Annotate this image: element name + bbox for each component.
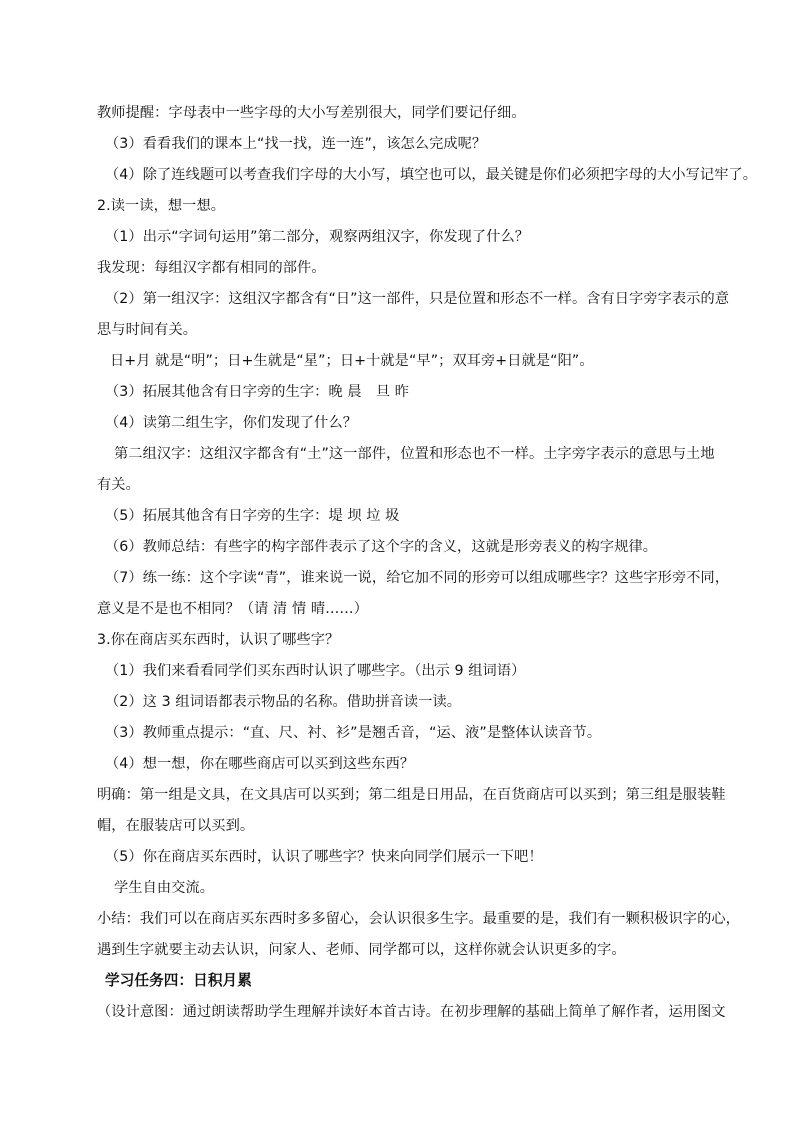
- paragraph-item-6-summary: （6）教师总结：有些字的构字部件表示了这个字的含义，这就是形旁表义的构字规律。: [105, 539, 658, 555]
- paragraph-group-two: 第二组汉字：这组汉字都含有“土”这一部件，位置和形态也不一样。土字旁字表示的意思与土地: [114, 446, 715, 462]
- paragraph-summary-continuation: 遇到生字就要主动去认识，问家人、老师、同学都可以，这样你就会认识更多的字。: [97, 942, 626, 958]
- paragraph-shop-item-2: （2）这 3 组词语都表示物品的名称。借助拼音读一读。: [105, 694, 462, 710]
- paragraph-group-two-continuation: 有关。: [97, 477, 140, 493]
- paragraph-i-found: 我发现：每组汉字都有相同的部件。: [97, 260, 326, 276]
- paragraph-item-2-group-one: （2）第一组汉字：这组汉字都含有“日”这一部件，只是位置和形态不一样。含有日字旁字表示的意: [105, 291, 730, 307]
- paragraph-item-3-textbook: （3）看看我们的课本上“找一找，连一连”，该怎么完成呢？: [105, 136, 487, 152]
- paragraph-shop-item-5: （5）你在商店买东西时，认识了哪些字？快来向同学们展示一下吧！: [105, 849, 543, 865]
- paragraph-shop-item-4: （4）想一想，你在哪些商店可以买到这些东西？: [105, 756, 415, 772]
- paragraph-teacher-reminder: 教师提醒：字母表中一些字母的大小写差别很大，同学们要记仔细。: [97, 105, 526, 121]
- paragraph-free-exchange: 学生自由交流。: [114, 880, 215, 896]
- paragraph-shop-item-1: （1）我们来看看同学们买东西时认识了哪些字。（出示 9 组词语）: [105, 663, 526, 679]
- paragraph-summary: 小结：我们可以在商店买东西时多多留心，会认识很多生字。最重要的是，我们有一颗积极识字的心，: [97, 911, 740, 927]
- paragraph-item-7-practice: （7）练一练：这个字读“青”，谁来说一说，给它加不同的形旁可以组成哪些字？这些字形旁不同，: [105, 570, 730, 586]
- paragraph-char-combinations: 日+月 就是“明”；日+生就是“星”；日+十就是“早”；双耳旁+日就是“阳”。: [110, 353, 594, 369]
- paragraph-item-4-second-group: （4）读第二组生字，你们发现了什么？: [105, 415, 358, 431]
- paragraph-item-3-extend-ri: （3）拓展其他含有日字旁的生字：晚 晨 旦 昨: [105, 384, 410, 400]
- paragraph-item-7-continuation: 意义是不是也不相同？（请 清 情 晴……）: [97, 601, 369, 617]
- section-heading-shop: 3.你在商店买东西时，认识了哪些字？: [97, 632, 340, 648]
- paragraph-shop-item-3: （3）教师重点提示：“直、尺、衬、衫”是翘舌音，“运、液”是整体认读音节。: [105, 725, 602, 741]
- paragraph-clarify-continuation: 帽，在服装店可以买到。: [97, 818, 255, 834]
- paragraph-item-2-continuation: 思与时间有关。: [97, 322, 198, 338]
- paragraph-design-intent: （设计意图：通过朗读帮助学生理解并读好本首古诗。在初步理解的基础上简单了解作者，运用图文: [97, 1004, 726, 1020]
- paragraph-item-5-extend: （5）拓展其他含有日字旁的生字：堤 坝 垃 圾: [105, 508, 400, 524]
- paragraph-clarify: 明确：第一组是文具，在文具店可以买到；第二组是日用品，在百货商店可以买到；第三组是服装鞋: [97, 787, 726, 803]
- section-heading-read-think: 2.读一读，想一想。: [97, 198, 226, 214]
- section-heading-task-four: 学习任务四：日积月累: [105, 972, 252, 989]
- paragraph-item-1-show: （1）出示“字词句运用”第二部分，观察两组汉字，你发现了什么？: [105, 229, 530, 245]
- paragraph-item-4-fill-blank: （4）除了连线题可以考查我们字母的大小写，填空也可以，最关键是你们必须把字母的大小写记牢了。: [105, 167, 758, 183]
